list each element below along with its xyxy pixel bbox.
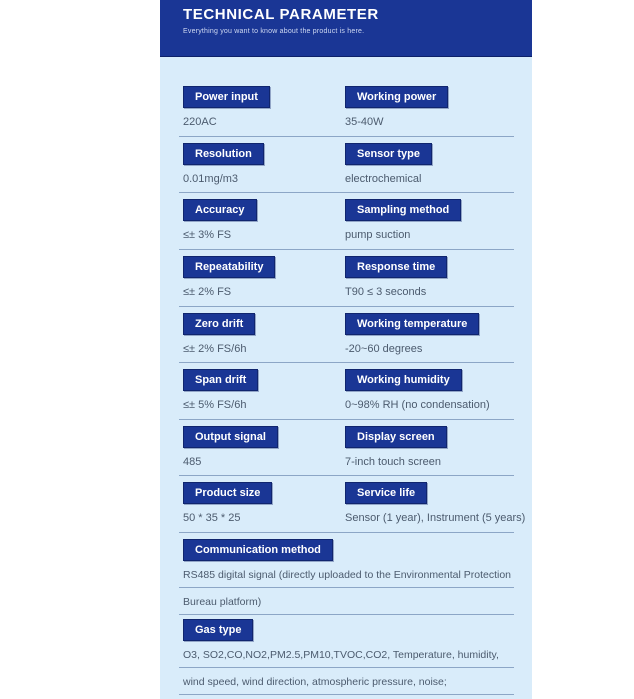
param-row	[179, 256, 513, 307]
param-label-power-input: Power input	[183, 86, 270, 108]
param-label-product-size: Product size	[183, 482, 272, 504]
param-label-service-life: Service life	[345, 482, 427, 504]
param-section-gas-type	[179, 619, 513, 695]
param-section-communication	[179, 539, 513, 615]
param-row	[179, 86, 513, 137]
page-title: TECHNICAL PARAMETER	[183, 6, 379, 23]
param-value: pump suction	[345, 229, 411, 242]
param-row	[179, 143, 513, 194]
param-value-line: RS485 digital signal (directly uploaded to the Environmental Protection	[179, 561, 514, 588]
param-value: 485	[183, 455, 202, 468]
divider	[179, 136, 514, 137]
divider	[179, 419, 514, 420]
param-label-resolution: Resolution	[183, 143, 264, 165]
param-label-zero-drift: Zero drift	[183, 313, 255, 335]
param-label-working-power: Working power	[345, 86, 448, 108]
param-label-communication-method: Communication method	[183, 539, 333, 561]
param-label-repeatability: Repeatability	[183, 256, 275, 278]
param-label-sampling-method: Sampling method	[345, 199, 461, 221]
param-label-sensor-type: Sensor type	[345, 143, 432, 165]
divider	[179, 362, 514, 363]
param-value: ≤± 5% FS/6h	[183, 399, 247, 412]
divider	[179, 249, 514, 250]
header-banner	[160, 0, 532, 57]
param-value: 7-inch touch screen	[345, 455, 441, 468]
param-row	[179, 199, 513, 250]
page-subtitle: Everything you want to know about the product is here.	[183, 27, 365, 35]
parameter-list	[160, 57, 532, 695]
param-value-line: O3, SO2,CO,NO2,PM2.5,PM10,TVOC,CO2, Temperature, humidity,	[179, 641, 514, 668]
param-label-working-humidity: Working humidity	[345, 369, 462, 391]
divider	[179, 475, 514, 476]
param-row	[179, 482, 526, 533]
param-value-line: wind speed, wind direction, atmospheric pressure, noise;	[179, 668, 514, 695]
param-value: 50 * 35 * 25	[183, 512, 241, 525]
param-value: electrochemical	[345, 172, 422, 185]
param-label-display-screen: Display screen	[345, 426, 447, 448]
divider	[179, 532, 514, 533]
param-value: 35-40W	[345, 116, 384, 128]
param-label-output-signal: Output signal	[183, 426, 278, 448]
param-label-response-time: Response time	[345, 256, 447, 278]
param-row	[179, 313, 513, 364]
param-value: 220AC	[183, 116, 217, 128]
param-label-accuracy: Accuracy	[183, 199, 257, 221]
param-value-line: Bureau platform)	[179, 588, 514, 615]
param-value: Sensor (1 year), Instrument (5 years)	[345, 512, 526, 525]
param-value: 0~98% RH (no condensation)	[345, 399, 490, 412]
param-value: -20~60 degrees	[345, 342, 423, 355]
param-row	[179, 369, 513, 420]
param-value: T90 ≤ 3 seconds	[345, 285, 427, 298]
param-row	[179, 426, 513, 477]
param-value: ≤± 3% FS	[183, 229, 232, 242]
param-value: ≤± 2% FS	[183, 285, 232, 298]
param-value: 0.01mg/m3	[183, 172, 239, 185]
spec-sheet	[160, 0, 532, 699]
divider	[179, 192, 514, 193]
param-value: ≤± 2% FS/6h	[183, 342, 247, 355]
param-label-gas-type: Gas type	[183, 619, 253, 641]
param-label-working-temperature: Working temperature	[345, 313, 479, 335]
divider	[179, 306, 514, 307]
param-label-span-drift: Span drift	[183, 369, 258, 391]
